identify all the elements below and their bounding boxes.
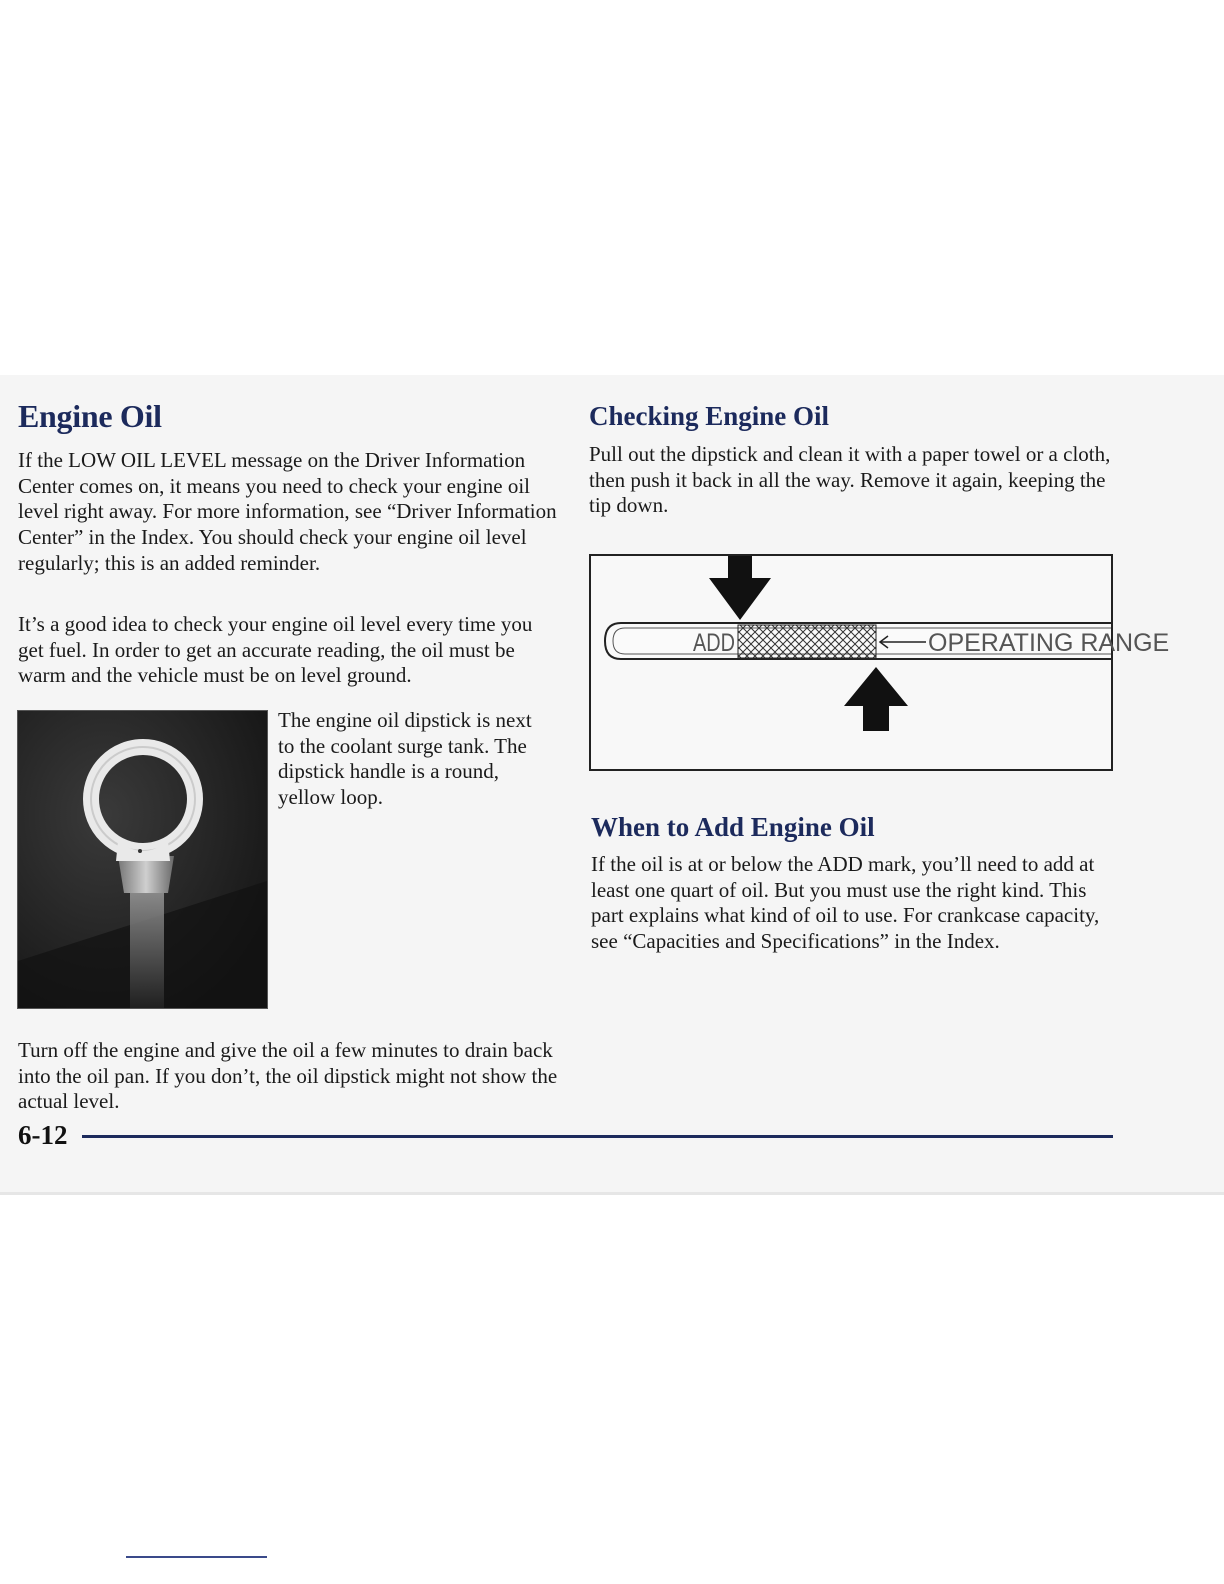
page-title: Engine Oil bbox=[18, 398, 162, 434]
footer-rule bbox=[82, 1135, 1113, 1138]
fuel-check-paragraph: It’s a good idea to check your engine oil level every time you get fuel. In order to get an accurate reading, the oil must be warm and the vehicle must be on level ground. bbox=[18, 612, 533, 688]
add-mark-arrow-icon bbox=[709, 556, 771, 620]
band-edge bbox=[0, 1192, 1224, 1195]
checking-heading: Checking Engine Oil bbox=[589, 401, 830, 431]
when-to-add-heading: When to Add Engine Oil bbox=[591, 812, 875, 842]
checking-paragraph: Pull out the dipstick and clean it with a paper towel or a cloth, then push it back in all the way. Remove it again, keeping the tip down. bbox=[589, 442, 1111, 518]
stray-line bbox=[126, 1556, 267, 1558]
full-mark-arrow-icon bbox=[844, 667, 908, 731]
intro-paragraph: If the LOW OIL LEVEL message on the Driver Information Center comes on, it means you need to check your engine oil level right away. For more information, see “Driver Information Center” in the Index. You should check your engine oil level regularly; this is an added reminder. bbox=[18, 448, 557, 575]
operating-range-label: OPERATING RANGE bbox=[928, 629, 1170, 657]
dipstick-photo bbox=[17, 710, 268, 1009]
dipstick-caption: The engine oil dipstick is next to the coolant surge tank. The dipstick handle is a round, yellow loop. bbox=[278, 708, 532, 810]
dipstick-diagram bbox=[589, 554, 1170, 771]
engine-off-paragraph: Turn off the engine and give the oil a few minutes to drain back into the oil pan. If you don’t, the oil dipstick might not show the actual level. bbox=[18, 1038, 558, 1114]
operating-range-hatch bbox=[738, 625, 876, 658]
page-number: 6-12 bbox=[18, 1120, 68, 1150]
add-label: ADD bbox=[693, 629, 735, 657]
when-to-add-paragraph: If the oil is at or below the ADD mark, you’ll need to add at least one quart of oil. But you must use the right kind. This part explains what kind of oil to use. For crankcase capacity, see “Capacities and Specifications” in the Index. bbox=[591, 852, 1100, 954]
